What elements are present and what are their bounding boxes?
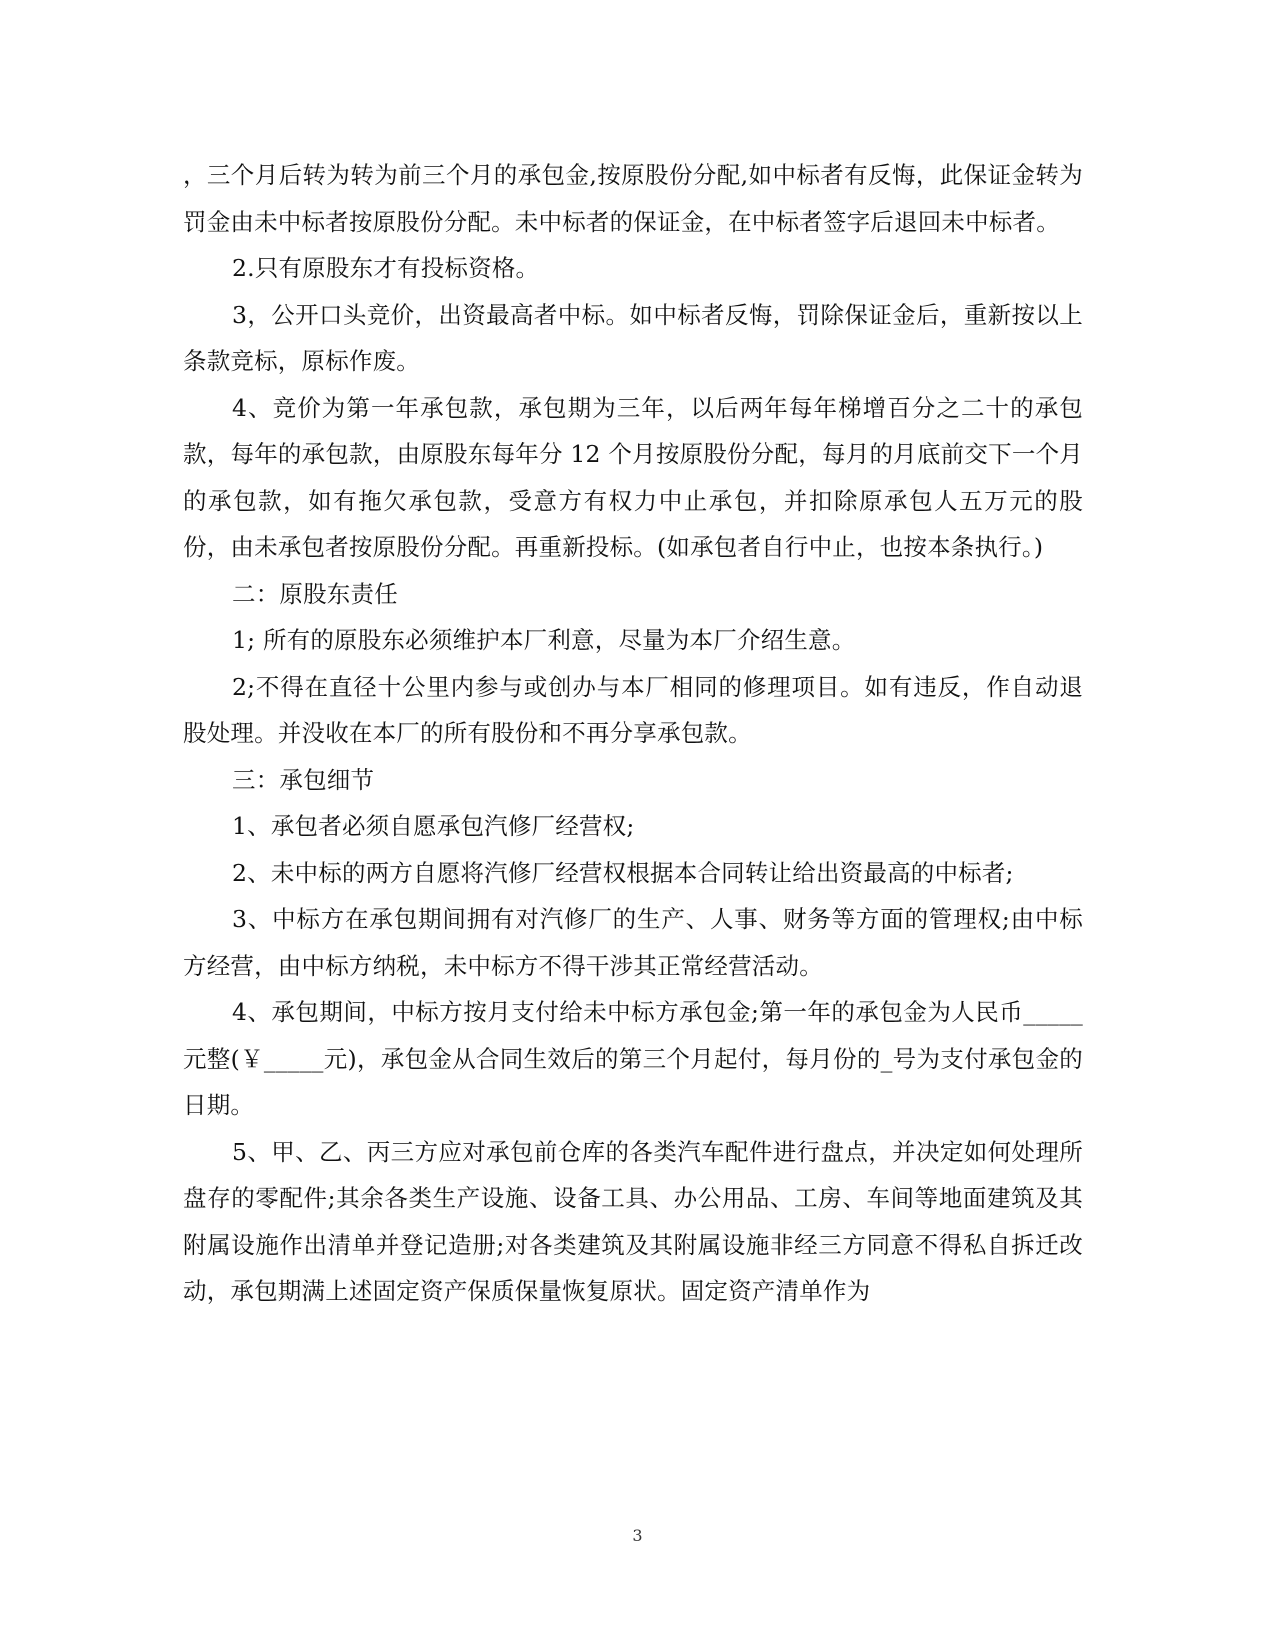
paragraph-duty-1: 1; 所有的原股东必须维护本厂利意，尽量为本厂介绍生意。 — [232, 626, 856, 654]
paragraph-detail-2: 2、未中标的两方自愿将汽修厂经营权根据本合同转让给出资最高的中标者; — [232, 858, 1014, 887]
paragraph-contract-payment: 4、竞价为第一年承包款，承包期为三年，以后两年每年梯增百分之二十的承包款，每年的承包款，由原股东每年分 12 个月按原股份分配，每月的月底前交下一个月的承包款，如有拖欠承包款，受意方有权力中止承包，并扣除原承包人五万元的股份，由未承包者按原股份分配。再重新投标。(如承包者自行中止，也按本条执行。) — [183, 393, 1083, 561]
section-heading-contract-details: 三：承包细节 — [232, 765, 375, 794]
paragraph-duty-2: 2;不得在直径十公里内参与或创办与本厂相同的修理项目。如有违反，作自动退股处理。并没收在本厂的所有股份和不再分享承包款。 — [183, 672, 1083, 747]
page-number: 3 — [632, 1526, 643, 1545]
document-body — [183, 152, 1083, 1315]
paragraph-detail-4: 4、承包期间，中标方按月支付给未中标方承包金;第一年的承包金为人民币_____元整(￥_____元)，承包金从合同生效后的第三个月起付，每月份的_号为支付承包金的日期。 — [183, 998, 1083, 1119]
paragraph-detail-1: 1、承包者必须自愿承包汽修厂经营权; — [232, 812, 635, 840]
paragraph-detail-5: 5、甲、乙、丙三方应对承包前仓库的各类汽车配件进行盘点，并决定如何处理所盘存的零配件;其余各类生产设施、设备工具、办公用品、工房、车间等地面建筑及其附属设施作出清单并登记造册;对各类建筑及其附属设施非经三方同意不得私自拆迁改动，承包期满上述固定资产保质保量恢复原状。固定资产清单作为 — [183, 1137, 1083, 1305]
paragraph-detail-3: 3、中标方在承包期间拥有对汽修厂的生产、人事、财务等方面的管理权;由中标方经营，由中标方纳税，未中标方不得干涉其正常经营活动。 — [183, 905, 1083, 980]
section-heading-shareholder-duties: 二：原股东责任 — [232, 579, 398, 608]
paragraph-deposit-continuation: ，三个月后转为转为前三个月的承包金,按原股份分配,如中标者有反悔，此保证金转为罚金由未中标者按原股份分配。未中标者的保证金，在中标者签字后退回未中标者。 — [183, 161, 1083, 236]
paragraph-public-bidding: 3，公开口头竞价，出资最高者中标。如中标者反悔，罚除保证金后，重新按以上条款竞标，原标作废。 — [183, 300, 1083, 375]
paragraph-bid-qualification: 2.只有原股东才有投标资格。 — [232, 254, 540, 282]
